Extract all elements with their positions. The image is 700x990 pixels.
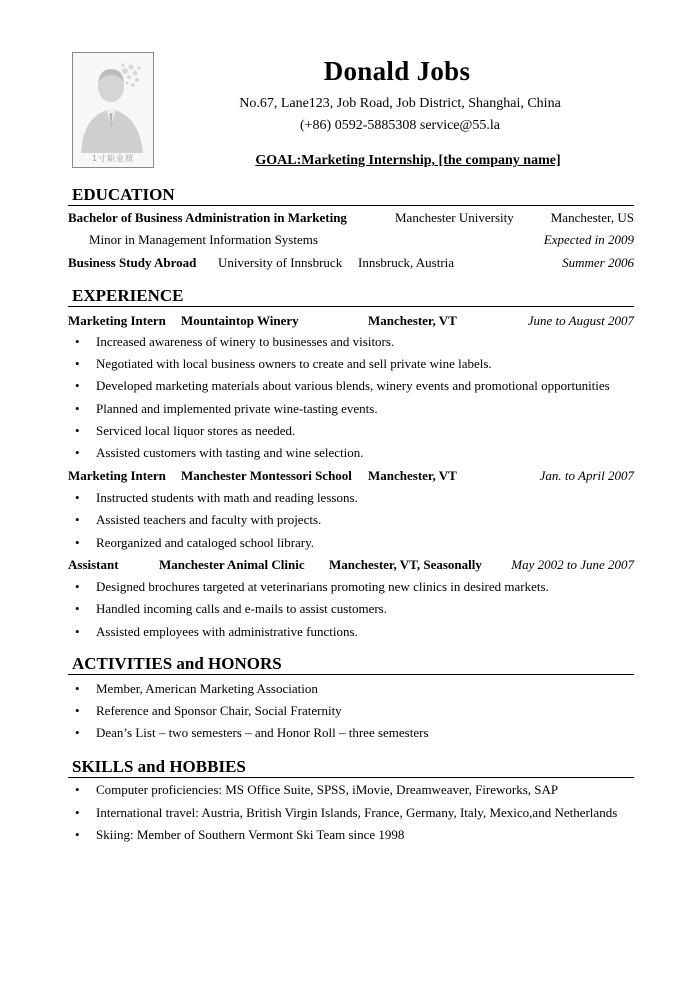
job-location: Manchester, VT, Seasonally bbox=[329, 557, 482, 572]
bullet-icon: • bbox=[75, 445, 80, 460]
address: No.67, Lane123, Job Road, Job District, Shanghai, China bbox=[239, 96, 561, 111]
bullet-icon: • bbox=[75, 805, 80, 820]
bullet-icon: • bbox=[75, 356, 80, 371]
list-item bbox=[68, 825, 634, 845]
bullet-icon: • bbox=[75, 401, 80, 416]
list-item bbox=[68, 332, 634, 352]
list-item-text: Planned and implemented private wine-tasting events. bbox=[96, 401, 378, 416]
job-header bbox=[68, 555, 634, 575]
contact-info: (+86) 0592-5885308 service@55.la bbox=[299, 118, 501, 133]
profile-photo bbox=[72, 52, 154, 168]
bullet-icon: • bbox=[75, 782, 80, 797]
education-degree-row bbox=[68, 208, 634, 228]
list-item-text: Negotiated with local business owners to create and sell private wine labels. bbox=[96, 356, 492, 371]
photo-caption: 1寸职业照 bbox=[91, 154, 135, 163]
goal-line bbox=[200, 153, 616, 169]
list-item-text: Assisted customers with tasting and wine selection. bbox=[96, 445, 364, 460]
school: Manchester University bbox=[395, 210, 514, 225]
section-title: ACTIVITIES and HONORS bbox=[72, 654, 282, 673]
goal-text: GOAL:Marketing Internship, [the company name] bbox=[255, 153, 561, 168]
education-abroad-row bbox=[68, 253, 634, 273]
candidate-name: Donald Jobs bbox=[323, 56, 471, 86]
section-skills bbox=[68, 757, 634, 778]
list-item bbox=[68, 701, 634, 721]
abroad-location: Innsbruck, Austria bbox=[358, 255, 455, 270]
bullet-icon: • bbox=[75, 579, 80, 594]
list-item bbox=[68, 622, 634, 642]
list-item bbox=[68, 679, 634, 699]
job-role: Marketing Intern bbox=[68, 468, 166, 483]
person-silhouette-icon bbox=[73, 53, 153, 167]
list-item bbox=[68, 803, 634, 823]
bullet-icon: • bbox=[75, 334, 80, 349]
list-item-text: Designed brochures targeted at veterinarians promoting new clinics in desired markets. bbox=[96, 579, 549, 594]
list-item-text: Computer proficiencies: MS Office Suite, SPSS, iMovie, Dreamweaver, Fireworks, SAP bbox=[96, 782, 559, 797]
job-location: Manchester, VT bbox=[368, 313, 457, 328]
section-experience bbox=[68, 286, 634, 307]
list-item bbox=[68, 723, 634, 743]
list-item bbox=[68, 780, 634, 800]
job-header bbox=[68, 466, 634, 486]
minor: Minor in Management Information Systems bbox=[89, 232, 318, 247]
section-title: SKILLS and HOBBIES bbox=[72, 757, 246, 776]
abroad-date: Summer 2006 bbox=[562, 255, 634, 270]
job-role: Marketing Intern bbox=[68, 313, 166, 328]
list-item bbox=[68, 488, 634, 508]
job-org: Manchester Montessori School bbox=[181, 468, 352, 483]
list-item-text: Instructed students with math and reading lessons. bbox=[96, 490, 358, 505]
bullet-icon: • bbox=[75, 601, 80, 616]
bullet-icon: • bbox=[75, 827, 80, 842]
list-item-text: Assisted teachers and faculty with projects. bbox=[96, 512, 322, 527]
job-org: Manchester Animal Clinic bbox=[159, 557, 305, 572]
list-item bbox=[68, 599, 634, 619]
section-title: EDUCATION bbox=[72, 185, 175, 204]
degree: Bachelor of Business Administration in Marketing bbox=[68, 210, 347, 225]
section-activities bbox=[68, 654, 634, 675]
school-location: Manchester, US bbox=[550, 210, 634, 225]
bullet-icon: • bbox=[75, 378, 80, 393]
list-item bbox=[68, 443, 634, 463]
list-item-text: Developed marketing materials about various blends, winery events and promotional opportunities bbox=[96, 378, 610, 393]
section-education bbox=[68, 185, 634, 206]
list-item-text: Dean’s List – two semesters – and Honor Roll – three semesters bbox=[96, 725, 429, 740]
section-title: EXPERIENCE bbox=[72, 286, 184, 305]
bullet-icon: • bbox=[75, 535, 80, 550]
list-item-text: Skiing: Member of Southern Vermont Ski Team since 1998 bbox=[96, 827, 405, 842]
job-date: Jan. to April 2007 bbox=[539, 468, 634, 483]
abroad-school: University of Innsbruck bbox=[218, 255, 343, 270]
list-item bbox=[68, 399, 634, 419]
expected-date: Expected in 2009 bbox=[543, 232, 634, 247]
bullet-icon: • bbox=[75, 624, 80, 639]
list-item-text: Increased awareness of winery to businesses and visitors. bbox=[96, 334, 395, 349]
education-minor-row bbox=[68, 230, 634, 250]
bullet-icon: • bbox=[75, 681, 80, 696]
job-org: Mountaintop Winery bbox=[181, 313, 299, 328]
list-item-text: Member, American Marketing Association bbox=[96, 681, 318, 696]
list-item-text: Assisted employees with administrative functions. bbox=[96, 624, 358, 639]
list-item bbox=[68, 376, 634, 396]
list-item-text: Handled incoming calls and e-mails to assist customers. bbox=[96, 601, 387, 616]
job-location: Manchester, VT bbox=[368, 468, 457, 483]
list-item-text: Reference and Sponsor Chair, Social Fraternity bbox=[96, 703, 342, 718]
bullet-icon: • bbox=[75, 512, 80, 527]
job-date: May 2002 to June 2007 bbox=[511, 557, 634, 572]
job-date: June to August 2007 bbox=[527, 313, 634, 328]
list-item bbox=[68, 577, 634, 597]
list-item-text: Reorganized and cataloged school library. bbox=[96, 535, 315, 550]
list-item-text: Serviced local liquor stores as needed. bbox=[96, 423, 296, 438]
bullet-icon: • bbox=[75, 703, 80, 718]
list-item bbox=[68, 510, 634, 530]
bullet-icon: • bbox=[75, 423, 80, 438]
list-item bbox=[68, 354, 634, 374]
job-header bbox=[68, 311, 634, 331]
bullet-icon: • bbox=[75, 490, 80, 505]
job-role: Assistant bbox=[68, 557, 119, 572]
abroad-label: Business Study Abroad bbox=[68, 255, 197, 270]
list-item-text: International travel: Austria, British Virgin Islands, France, Germany, Italy, Mexico,and Netherlands bbox=[96, 805, 618, 820]
list-item bbox=[68, 421, 634, 441]
bullet-icon: • bbox=[75, 725, 80, 740]
list-item bbox=[68, 533, 634, 553]
